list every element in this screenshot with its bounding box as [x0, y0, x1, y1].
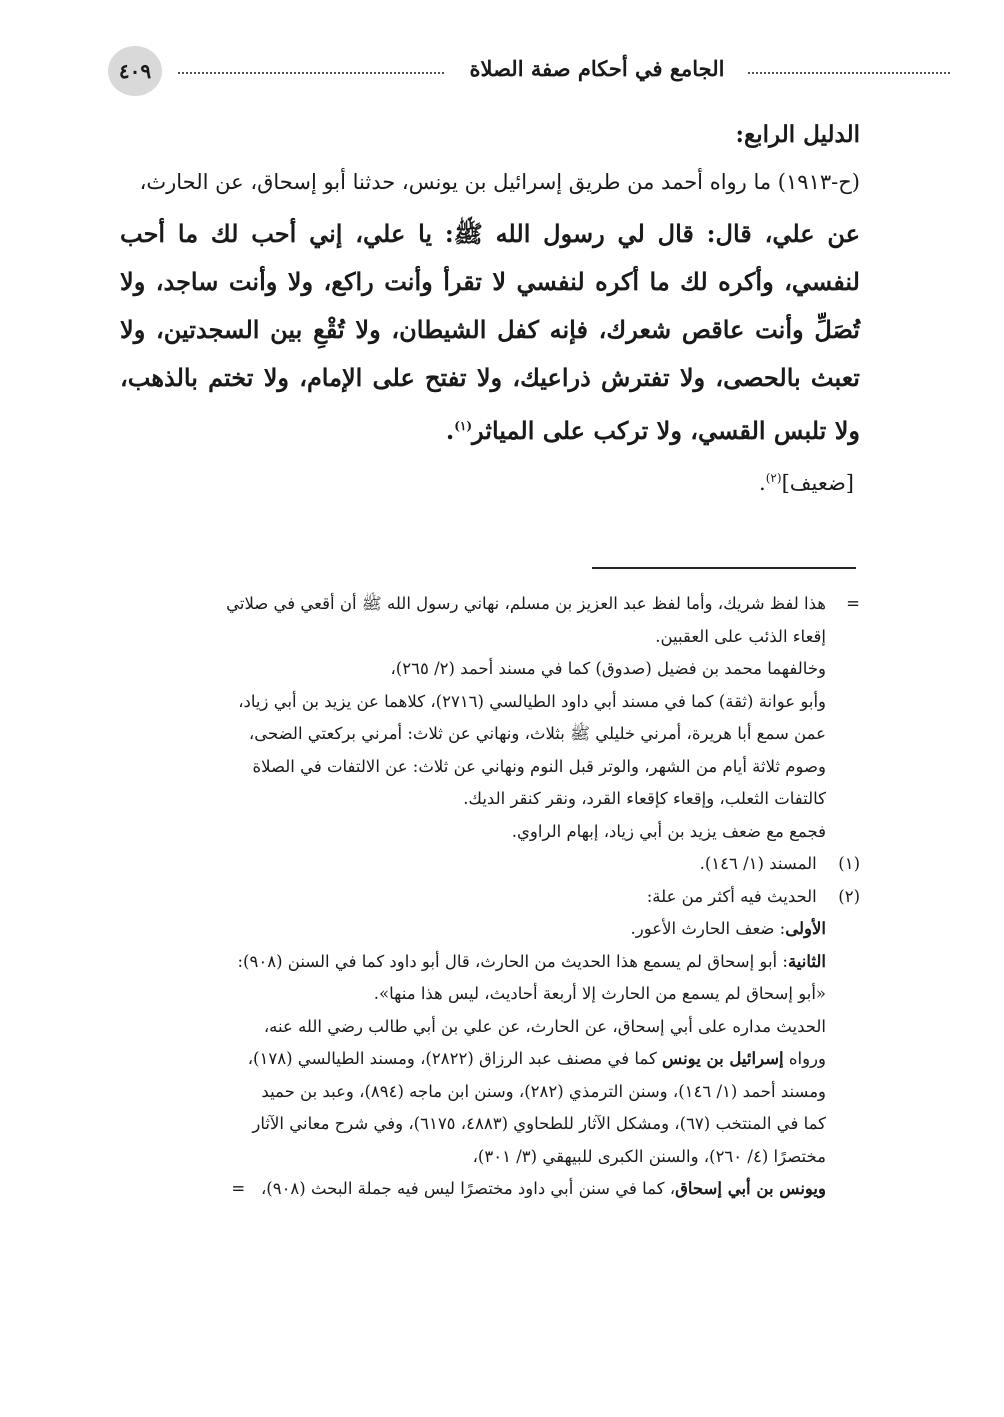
footnote-line: الأولى: ضعف الحارث الأعور.: [630, 919, 826, 938]
narrator-name: إسرائيل بن يونس: [662, 1049, 784, 1068]
first-defect-label: الأولى: [785, 919, 826, 938]
narration-chain: (ح-١٩١٣) ما رواه أحمد من طريق إسرائيل بن يونس، حدثنا أبو إسحاق، عن الحارث،: [139, 170, 860, 194]
footnote-line: وأبو عوانة (ثقة) كما في مسند أبي داود الطيالسي (٢٧١٦)، كلاهما عن يزيد بن أبي زياد،: [238, 691, 826, 711]
grade-label: [ضعيف]: [781, 471, 854, 495]
running-title: الجامع في أحكام صفة الصلاة: [469, 56, 725, 81]
running-header: [108, 44, 846, 98]
narrator-name: ويونس بن أبي إسحاق: [675, 1179, 826, 1198]
continuation-mark: =: [846, 594, 860, 613]
footnote-ref-1: (١): [454, 419, 473, 433]
footnote-line: الثانية: أبو إسحاق لم يسمع هذا الحديث من الحارث، قال أبو داود كما في السنن (٩٠٨):: [237, 951, 826, 971]
continuation-mark: =: [231, 1179, 246, 1198]
footnote-line: «أبو إسحاق لم يسمع من الحارث إلا أربعة أحاديث، ليس هذا منها».: [373, 984, 826, 1003]
footnote-2: (٢) الحديث فيه أكثر من علة:: [116, 881, 860, 914]
footnote-number-2: (٢): [838, 886, 860, 906]
section-heading: الدليل الرابع:: [735, 121, 860, 148]
hadith-text: [120, 210, 860, 455]
grade-end: .: [759, 471, 766, 495]
header-dotted-rule-left: [178, 58, 444, 74]
footnotes: [116, 588, 860, 1206]
footnote-line: مختصرًا (٤/ ٢٦٠)، والسنن الكبرى للبيهقي (٣/ ٣٠١)،: [472, 1146, 826, 1166]
footnote-line: الحديث مداره على أبي إسحاق، عن الحارث، عن علي بن أبي طالب رضي الله عنه،: [263, 1016, 826, 1036]
hadith-grade: [120, 455, 860, 506]
footnote-line: ويونس بن أبي إسحاق، كما في سنن أبي داود مختصرًا ليس فيه جملة البحث (٩٠٨)، =: [231, 1179, 826, 1198]
footnote-divider: [592, 567, 856, 569]
footnote-line: كالتفات الثعلب، وإقعاء كإقعاء القرد، ونقر كنقر الديك.: [463, 789, 826, 808]
footnote-line: فجمع مع ضعف يزيد بن أبي زياد، إبهام الراوي.: [511, 821, 826, 841]
footnote-line: ومسند أحمد (١/ ١٤٦)، وسنن الترمذي (٢٨٢)، وسنن ابن ماجه (٨٩٤)، وعبد بن حميد: [261, 1081, 826, 1101]
footnote-line: عمن سمع أبا هريرة، أمرني خليلي ﷺ بثلاث، ونهاني عن ثلاث: أمرني بركعتي الضحى،: [248, 724, 826, 743]
footnote-line: =هذا لفظ شريك، وأما لفظ عبد العزيز بن مسلم، نهاني رسول الله ﷺ أن أقعي في صلاتي: [116, 588, 860, 621]
footnote-line: كما في المنتخب (٦٧)، ومشكل الآثار للطحاوي (٤٨٨٣، ٦١٧٥)، وفي شرح معاني الآثار: [252, 1114, 826, 1133]
second-defect-label: الثانية: [787, 951, 826, 971]
hadith-end: .: [445, 416, 455, 445]
footnote-line: ورواه إسرائيل بن يونس كما في مصنف عبد الرزاق (٢٨٢٢)، ومسند الطيالسي (١٧٨)،: [247, 1049, 826, 1068]
footnote-line: إقعاء الذئب على العقبين.: [655, 626, 826, 646]
footnote-line: وخالفهما محمد بن فضيل (صدوق) كما في مسند أحمد (٢/ ٢٦٥)،: [390, 659, 826, 678]
page-number: ٤٠٩: [108, 46, 162, 96]
footnote-1: (١) المسند (١/ ١٤٦).: [116, 848, 860, 881]
hadith-body: عن علي، قال: قال لي رسول الله ﷺ: يا علي، إني أحب لك ما أحب لنفسي، وأكره لك ما أكره لنفسي لا تقرأ وأنت راكع، ولا وأنت ساجد، ولا تُصَلِّ وأنت عاقص شعرك، فإنه كفل الشيطان، ولا تُقْعِ بين السجدتين، ولا تعبث بالحصى، ولا تفترش ذراعيك، ولا تفتح على الإمام، ولا تختم بالذهب، ولا تلبس القسي، ولا تركب على المياثر: [120, 219, 860, 445]
footnote-number-1: (١): [838, 854, 860, 873]
footnote-line: وصوم ثلاثة أيام من الشهر، والوتر قبل النوم ونهاني عن ثلاث: عن الالتفات في الصلاة: [252, 756, 826, 776]
footnote-ref-2: (٢): [765, 471, 782, 485]
main-text: [120, 112, 860, 506]
header-dotted-rule-right: [748, 58, 950, 74]
